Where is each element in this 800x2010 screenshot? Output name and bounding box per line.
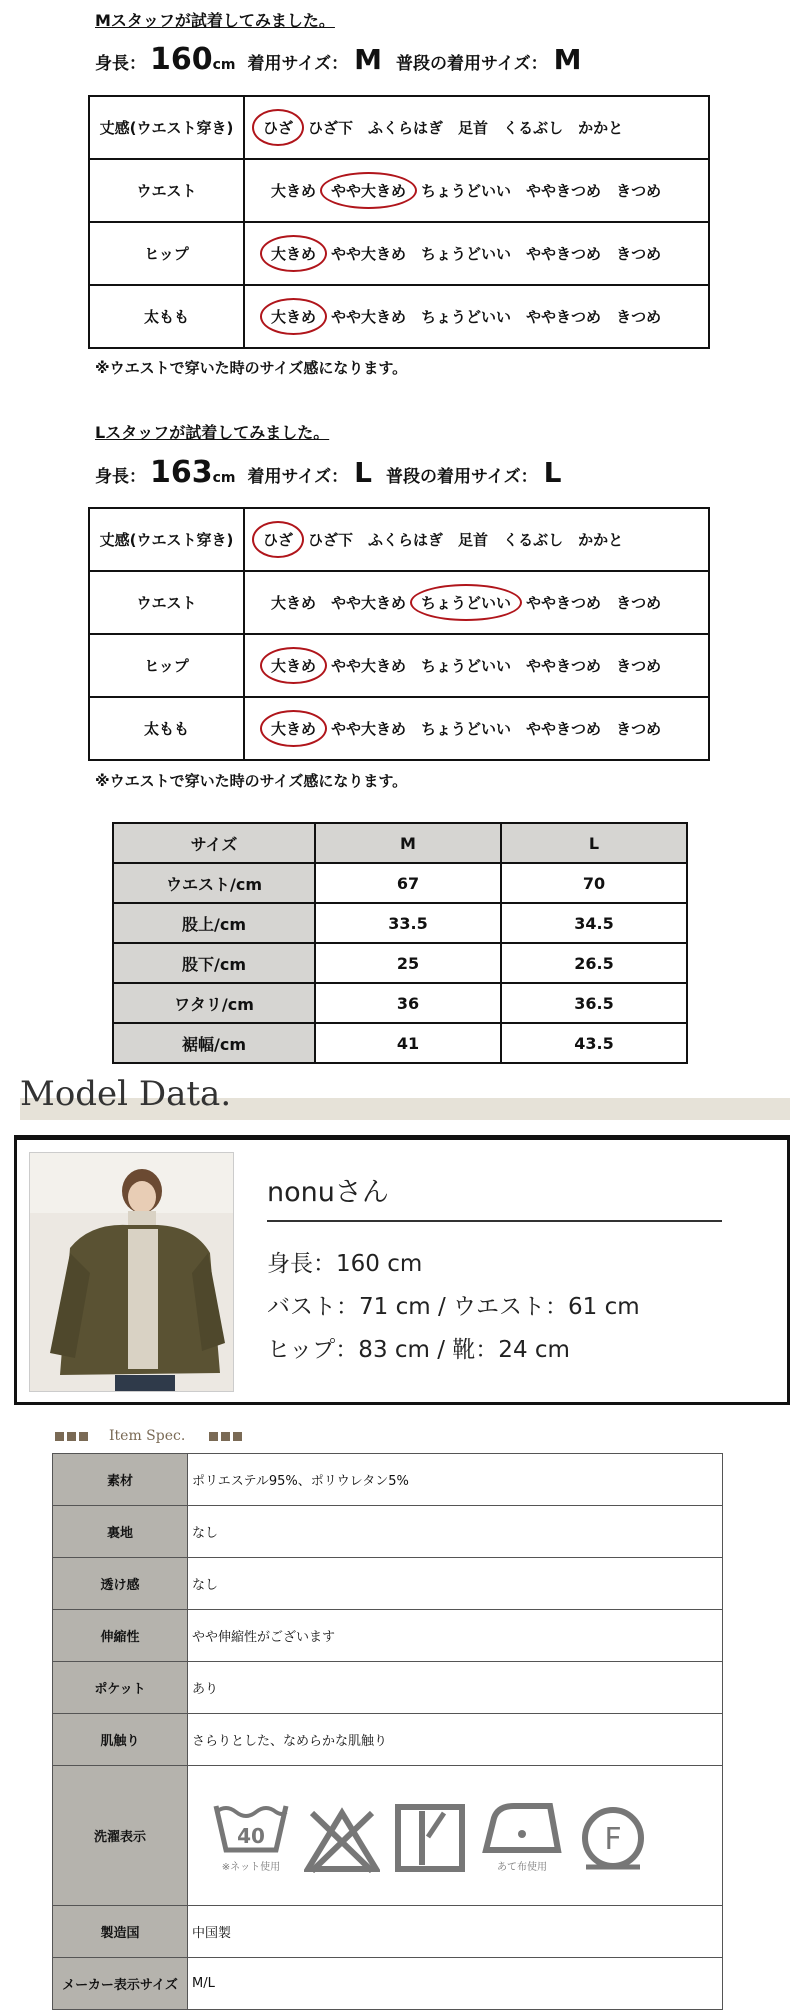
fit-option: くるぶし [503, 119, 564, 137]
size-table [112, 822, 688, 1064]
spec-value: M/L [188, 1958, 723, 2010]
hang-dry-icon [394, 1803, 466, 1873]
height-label: 身長： [95, 467, 146, 487]
usual-size-label: 普段の着用サイズ： [396, 54, 548, 74]
fit-option-selected: 大きめ [269, 651, 318, 680]
square-icon [79, 1432, 88, 1441]
model-name: nonuさん [267, 1177, 389, 1208]
spec-key: 伸縮性 [53, 1610, 188, 1662]
fit-option: やや大きめ [331, 308, 407, 326]
size-table-row [113, 863, 687, 903]
square-icon [221, 1432, 230, 1441]
l-staff-note: ※ウエストで穿いた時のサイズ感になります。 [95, 772, 408, 790]
fit-option: きつめ [616, 657, 662, 675]
fit-row [89, 571, 709, 634]
size-row-label: 股上/cm [113, 903, 315, 943]
fit-row-label: ヒップ [89, 634, 244, 697]
fit-option: ふくらはぎ [368, 119, 444, 137]
wear-size-label: 着用サイズ： [247, 467, 349, 487]
usual-size-value: M [553, 43, 582, 76]
fit-row-options [244, 571, 709, 634]
fit-option: きつめ [616, 594, 662, 612]
spec-heading [55, 1428, 245, 1444]
spec-value: ポリエステル95%、ポリウレタン5% [188, 1454, 723, 1506]
fit-option-selected: やや大きめ [329, 176, 408, 205]
l-staff-title: Lスタッフが試着してみました。 [95, 423, 330, 442]
fit-row-label: ヒップ [89, 222, 244, 285]
spec-row [53, 1610, 723, 1662]
wear-size-value: M [354, 43, 383, 76]
iron-note: あて布使用 [497, 1862, 547, 1873]
fit-option: ひざ下 [308, 531, 354, 549]
square-icon [67, 1432, 76, 1441]
wear-size-value: L [354, 456, 372, 489]
iron-icon [480, 1798, 564, 1873]
spec-key: 肌触り [53, 1714, 188, 1766]
m-staff-measurements [95, 42, 596, 77]
model-photo [29, 1152, 234, 1392]
size-header-cell: M [315, 823, 501, 863]
wear-size-label: 着用サイズ： [247, 54, 349, 74]
fit-row-label: 丈感(ウエスト穿き) [89, 508, 244, 571]
fit-option: ややきつめ [526, 182, 602, 200]
fit-option: 足首 [458, 119, 489, 137]
fit-option: 足首 [458, 531, 489, 549]
fit-option: かかと [578, 531, 624, 549]
usual-size-label: 普段の着用サイズ： [386, 467, 538, 487]
size-row-label: 裾幅/cm [113, 1023, 315, 1063]
fit-option: 大きめ [271, 594, 317, 612]
spec-heading-text: Item Spec. [109, 1428, 186, 1444]
fit-row-label: 丈感(ウエスト穿き) [89, 96, 244, 159]
fit-option: ややきつめ [526, 657, 602, 675]
fit-option-selected: ひざ [261, 113, 295, 142]
fit-option: ややきつめ [526, 720, 602, 738]
spec-key: 洗濯表示 [53, 1766, 188, 1906]
fit-option-selected: 大きめ [269, 239, 318, 268]
fit-option: やや大きめ [331, 245, 407, 263]
fit-row [89, 508, 709, 571]
spec-row [53, 1766, 723, 1906]
fit-option: やや大きめ [331, 657, 407, 675]
size-cell: 33.5 [315, 903, 501, 943]
wash-note: ※ネット使用 [221, 1862, 281, 1873]
fit-option: ややきつめ [526, 245, 602, 263]
size-row-label: ウエスト/cm [113, 863, 315, 903]
size-cell: 26.5 [501, 943, 687, 983]
m-staff-title: Mスタッフが試着してみました。 [95, 11, 335, 30]
fit-option: きつめ [616, 245, 662, 263]
fit-option: きつめ [616, 720, 662, 738]
wash-temp: 40 [237, 1824, 265, 1848]
size-cell: 41 [315, 1023, 501, 1063]
fit-option: ちょうどいい [421, 308, 512, 326]
size-cell: 25 [315, 943, 501, 983]
spec-key: ポケット [53, 1662, 188, 1714]
fit-row-options [244, 222, 709, 285]
square-icon [55, 1432, 64, 1441]
fit-row-options [244, 285, 709, 348]
fit-option: かかと [578, 119, 624, 137]
fit-row [89, 634, 709, 697]
fit-option-selected: 大きめ [269, 714, 318, 743]
fit-row-options [244, 508, 709, 571]
spec-row [53, 1454, 723, 1506]
l-staff-fit-table [88, 507, 710, 761]
fit-row [89, 159, 709, 222]
model-divider [267, 1220, 722, 1222]
spec-row [53, 1958, 723, 2010]
dry-clean-icon [578, 1803, 648, 1873]
fit-option-selected: ちょうどいい [419, 588, 513, 617]
spec-row [53, 1506, 723, 1558]
size-cell: 36.5 [501, 983, 687, 1023]
size-table-row [113, 943, 687, 983]
spec-key: メーカー表示サイズ [53, 1958, 188, 2010]
size-header-cell: サイズ [113, 823, 315, 863]
usual-size-value: L [543, 456, 562, 489]
size-cell: 36 [315, 983, 501, 1023]
fit-row [89, 222, 709, 285]
spec-value: さらりとした、なめらかな肌触り [188, 1714, 723, 1766]
m-staff-fit-table [88, 95, 710, 349]
size-table-row [113, 983, 687, 1023]
size-table-row [113, 1023, 687, 1063]
fit-option: ちょうどいい [421, 245, 512, 263]
fit-row-options [244, 96, 709, 159]
dry-clean-letter: F [604, 1822, 622, 1857]
spec-value: 中国製 [188, 1906, 723, 1958]
spec-row [53, 1558, 723, 1610]
fit-option: ちょうどいい [421, 182, 512, 200]
m-staff-note: ※ウエストで穿いた時のサイズ感になります。 [95, 359, 408, 377]
wash-tub-icon [212, 1798, 290, 1873]
spec-value: なし [188, 1506, 723, 1558]
spec-key: 裏地 [53, 1506, 188, 1558]
size-table-header [113, 823, 687, 863]
size-cell: 67 [315, 863, 501, 903]
fit-option-selected: 大きめ [269, 302, 318, 331]
spec-key: 素材 [53, 1454, 188, 1506]
height-value: 160 [150, 42, 213, 77]
size-cell: 34.5 [501, 903, 687, 943]
size-row-label: ワタリ/cm [113, 983, 315, 1023]
model-data-box [14, 1135, 790, 1405]
model-height: 身長：160 cm [267, 1251, 423, 1277]
height-unit: cm [212, 57, 236, 73]
spec-value: なし [188, 1558, 723, 1610]
fit-row-options [244, 634, 709, 697]
fit-option: きつめ [616, 308, 662, 326]
no-bleach-icon [304, 1807, 380, 1873]
fit-option: ややきつめ [526, 594, 602, 612]
square-icon [209, 1432, 218, 1441]
fit-option: ややきつめ [526, 308, 602, 326]
height-value: 163 [150, 455, 213, 490]
fit-row [89, 285, 709, 348]
fit-option: ちょうどいい [421, 657, 512, 675]
model-bust-waist: バスト：71 cm / ウエスト：61 cm [267, 1294, 640, 1320]
spec-table [52, 1453, 723, 2010]
fit-option: やや大きめ [331, 594, 407, 612]
model-hip-shoes: ヒップ：83 cm / 靴：24 cm [267, 1337, 570, 1363]
fit-option: やや大きめ [331, 720, 407, 738]
spec-row [53, 1714, 723, 1766]
l-staff-measurements [95, 455, 575, 490]
size-header-cell: L [501, 823, 687, 863]
fit-option: きつめ [616, 182, 662, 200]
fit-option: ふくらはぎ [368, 531, 444, 549]
fit-row-options [244, 159, 709, 222]
spec-key: 透け感 [53, 1558, 188, 1610]
spec-row [53, 1662, 723, 1714]
height-unit: cm [212, 470, 236, 486]
height-label: 身長： [95, 54, 146, 74]
size-cell: 43.5 [501, 1023, 687, 1063]
size-cell: 70 [501, 863, 687, 903]
fit-option-selected: ひざ [261, 525, 295, 554]
fit-row [89, 697, 709, 760]
fit-row-label: ウエスト [89, 571, 244, 634]
spec-value: あり [188, 1662, 723, 1714]
fit-option: ちょうどいい [421, 720, 512, 738]
spec-value: やや伸縮性がございます [188, 1610, 723, 1662]
care-symbols [188, 1766, 723, 1906]
fit-row-label: 太もも [89, 285, 244, 348]
fit-row [89, 96, 709, 159]
fit-row-options [244, 697, 709, 760]
fit-option: 大きめ [271, 182, 317, 200]
spec-row [53, 1906, 723, 1958]
model-heading: Model Data. [20, 1074, 232, 1114]
size-table-row [113, 903, 687, 943]
fit-row-label: ウエスト [89, 159, 244, 222]
spec-key: 製造国 [53, 1906, 188, 1958]
fit-option: くるぶし [503, 531, 564, 549]
fit-row-label: 太もも [89, 697, 244, 760]
square-icon [233, 1432, 242, 1441]
fit-option: ひざ下 [308, 119, 354, 137]
size-row-label: 股下/cm [113, 943, 315, 983]
